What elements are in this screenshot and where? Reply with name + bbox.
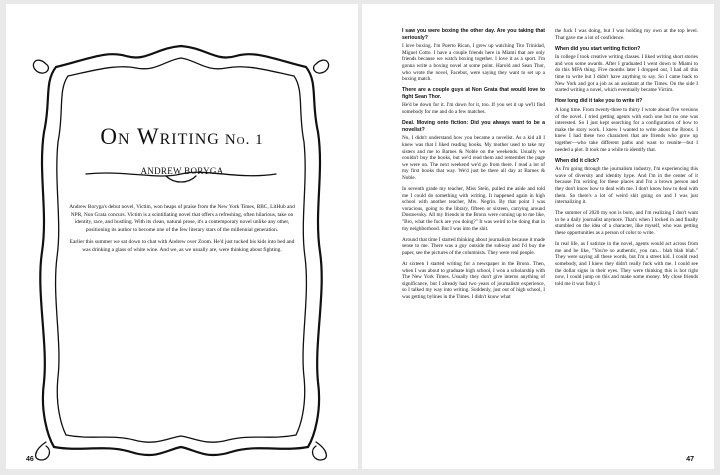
question: There are a couple guys at Non Grata that would love to fight Sean Thor. — [402, 87, 545, 100]
answer: The summer of 2020 my son is born, and I'm realizing I don't want to be a daily journalist anymore. That's when I locked in and finally stumbled on the idea of a character, like myself, who was getting these opportunities as a person of color to write. — [555, 210, 698, 237]
intro-paragraph: Andrew Boryga's debut novel, Victim, won heaps of praise from the New York Times, BBC, LitHub and NPR, Non Grata concurs. Victim is a scintillating novel that offers a refreshing, often hilarious, take on identity, race, and hustling. With its clean, natural prose, it's a contemporary novel unlike any other, positioning its author to become one of the few literary stars of the millennial generation. — [69, 204, 295, 233]
column-1 — [402, 28, 545, 305]
page-number-left: 46 — [26, 456, 34, 463]
right-page — [362, 4, 714, 469]
column-2 — [555, 28, 698, 305]
title-main: On Writing — [100, 124, 220, 149]
interview-columns — [402, 28, 698, 305]
answer: In seventh grade my teacher, Miss Stein, pulled me aside and told me I could do something with writing. It happened again in high school with another teacher, Mrs. Negrin. By that point I was voracious, going to the library, fifteen or sixteen, carrying around Dostoevsky. All my friends in the Bronx were coming up to me like, "Bro, what the fuck are you doing?" It was weird to be doing that in my neighborhood. But I was into the shit. — [402, 185, 545, 232]
answer: the fuck I was doing, but I was holding my own at the top level. That gave me a lot of confidence. — [555, 28, 698, 41]
answer: As I'm going through the journalism industry, I'm experiencing this wave of diversity and identity hype. And I'm in the center of it because I'm writing for these places and I'm a brown person and they don't know how to deal with me. I don't know how to deal with them. So there's a lot of weird shit going on and I was just internalizing it. — [555, 166, 698, 206]
title-suffix: No. 1 — [224, 132, 264, 148]
answer: At sixteen I started writing for a newspaper in the Bronx. Then, when I was about to graduate high school, I won a scholarship with The New York Times. Usually they don't give interns anything of significance, but I already had two years of journalism experience, so I talked my way into writing. Suddenly, just out of high school, I was getting bylines in the Times. I didn't know what — [402, 260, 545, 300]
question: Deal. Moving onto fiction: Did you always want to be a novelist? — [402, 120, 545, 133]
intro-text — [66, 204, 298, 260]
answer: No, I didn't understand how you became a novelist. As a kid all I knew was that I liked reading books. My mother used to take my sisters and me to Barnes & Noble on the weekends. Usually we couldn't buy the books, but we'd read them and remember the page we were on. The next weekend we'd go from there. I read a lot of my first books that way. We'd just be there all day at Barnes & Noble. — [402, 135, 545, 181]
question: I saw you were boxing the other day. Are you taking that seriously? — [402, 28, 545, 41]
answer: A long time. From twenty-three to thirty I wrote about five versions of the novel. I tried getting agents with each one but no one was interested. So I just kept searching for a configuration of how to make the story work. I knew I wanted to write about the Bronx. I knew I had these two characters that are friends who grow up together—who take different paths and want to reunite—but I needed a plot. It took me a while to identify that. — [555, 106, 698, 153]
article-title — [6, 124, 358, 150]
answer: In college I took creative writing classes. I liked writing short stories and won some awards. After I graduated I went down to Miami to do this MFA thing. Five months later I dropped out, I had all this time to write but I didn't have anything to say. So I came back to New York and got a job as an assistant at the Times. On the side I started writing a novel, which eventually became Victim. — [555, 54, 698, 94]
author-name: ANDREW BORYGA — [140, 166, 224, 176]
question: How long did it take you to write it? — [555, 98, 643, 105]
question: When did it click? — [555, 157, 600, 164]
left-page — [6, 4, 358, 469]
answer: In real life, as I satirize in the novel, agents would act across from me and be like, "You're so authentic, you can... blah blah blah." They were saying all these words, but I'm a street kid. I could read somebody, and I knew they didn't really fuck with me. I could see the dollar signs in their eyes. They were thinking this is hot right now, I could jump on this and make some money. My close friends told me it was fishy. I — [555, 241, 698, 287]
question: When did you start writing fiction? — [555, 45, 641, 52]
intro-paragraph: Earlier this summer we sat down to chat with Andrew over Zoom. He'd just tucked his kids into bed and was drinking a glass of white wine. And we, as we usually are, were thinking about fighting. — [69, 239, 295, 253]
answer: He'd be down for it. I'm down for it, too. If you set it up we'll find somebody for me and do a few matches. — [402, 102, 545, 116]
answer: Around that time I started thinking about journalism because it made sense to me. There was a guy outside the subway and I'd buy the paper, see the pictures of the columnists. They were real people. — [402, 236, 545, 256]
page-number-right: 47 — [686, 456, 694, 463]
answer: I love boxing. I'm Puerto Rican, I grew up watching Tito Trinidad, Miguel Cotto. I have a couple friends here in Miami that are only friends because we watch boxing together. I love it as a sport. I'm gonna write a boxing novel at some point. Harold and Sean Thor, who wrote the novel, Facebot, were saying they want to set up a boxing match. — [402, 43, 545, 83]
